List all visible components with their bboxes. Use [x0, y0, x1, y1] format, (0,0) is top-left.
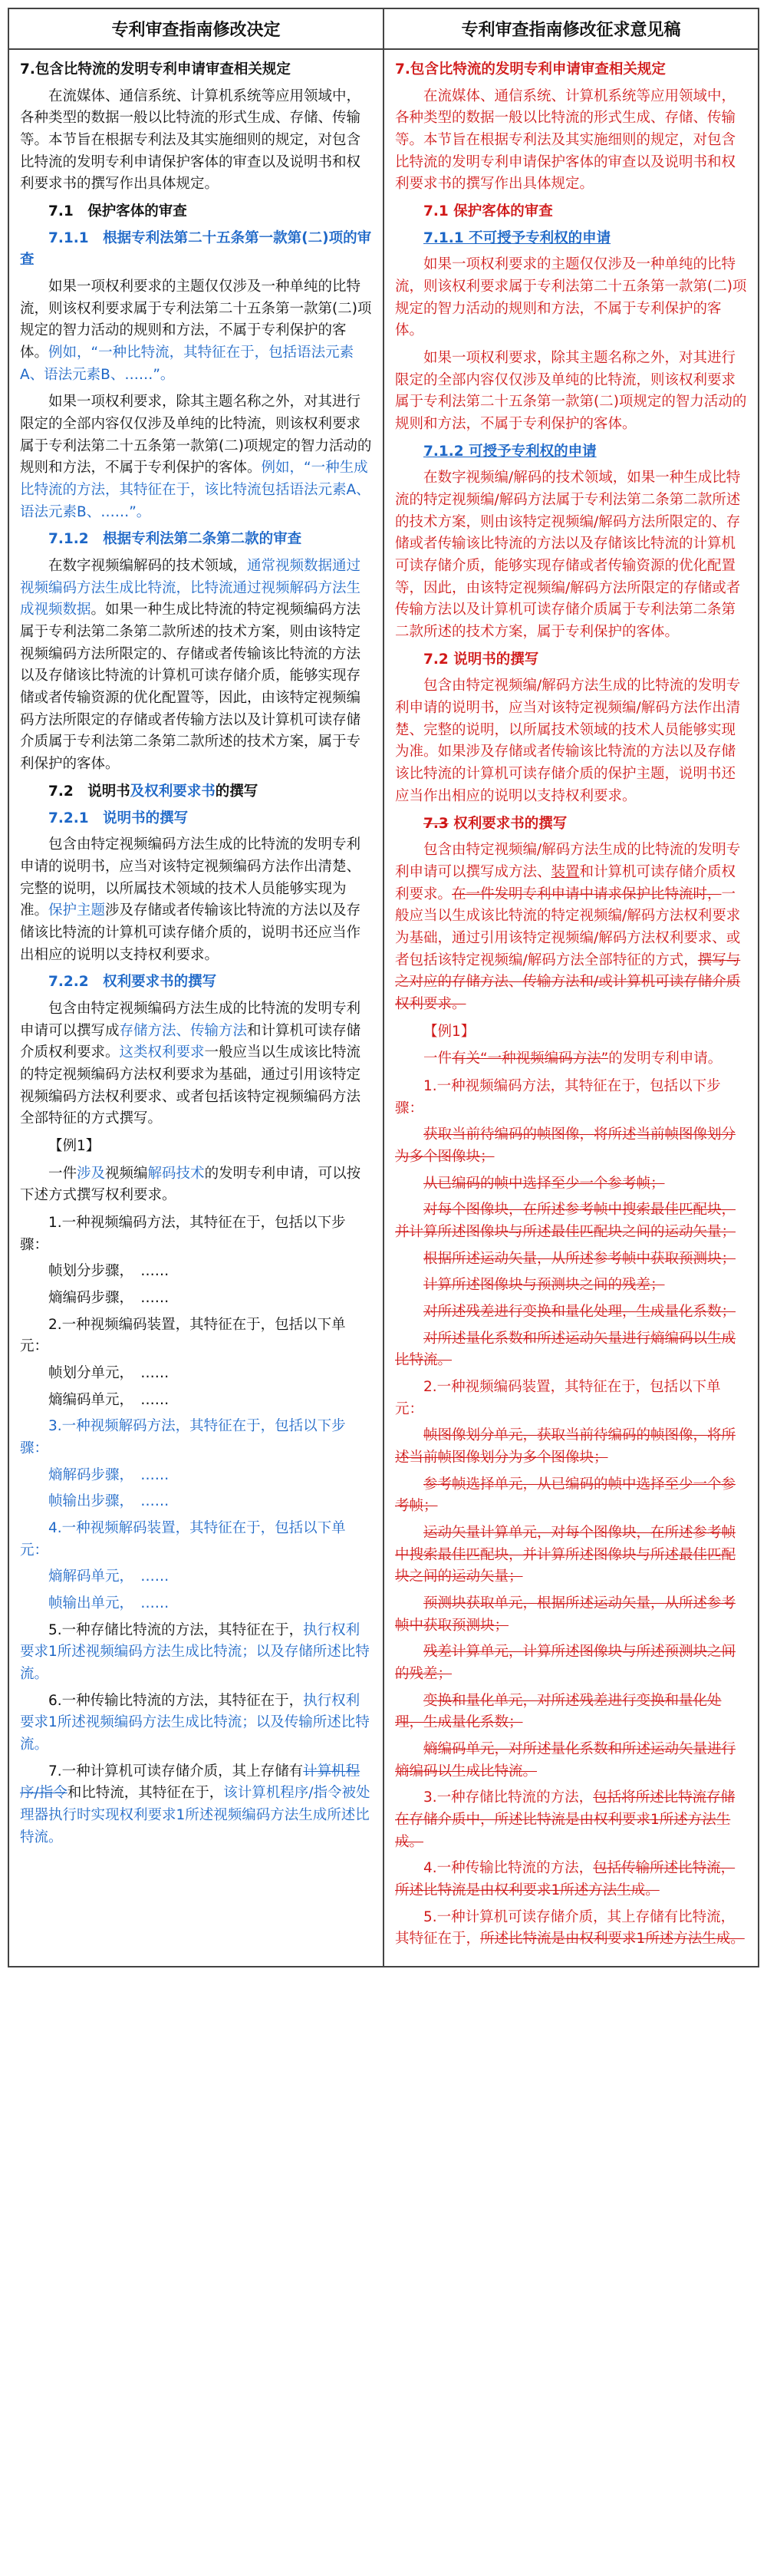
claim-2-unit: 帧划分单元， …… — [48, 1364, 170, 1381]
claim-2-units — [395, 1425, 747, 1783]
claim-1-step: 帧划分步骤， …… — [48, 1263, 170, 1280]
paragraph-text: 包含由特定视频编码方法生成的比特流的发明专利申请的说明书，应当对该特定视频编码方法作出清楚、完整的说明，以所属技术领域的技术人员能够实现为准。 — [20, 836, 361, 919]
header-right: 专利审查指南修改征求意见稿 — [461, 21, 681, 40]
claim-3-step: 帧输出步骤， …… — [48, 1493, 170, 1510]
left-column — [9, 50, 384, 1966]
heading-part: 的撰写 — [215, 783, 258, 800]
heading-part: 7.2 说明书 — [48, 783, 130, 800]
example-label: 【例1】 — [48, 1137, 100, 1154]
claim-2: 2.一种视频编码装置，其特征在于，包括以下单元： — [395, 1378, 721, 1417]
heading-text: 7.1.1 不可授予专利权的申请 — [423, 229, 611, 246]
heading-7-1-1 — [20, 228, 372, 272]
paragraph-text: 涉及存储或者传输该比特流的方法以及存储该比特流的计算机可读存储介质的，说明书还应当作出相应的说明以支持权利要求。 — [20, 902, 361, 963]
text: 的发明专利申请。 — [608, 1051, 723, 1067]
claim-1-step: 从已编码的帧中选择至少一个参考帧； — [423, 1175, 665, 1192]
text: 和比特流，其特征在于， — [67, 1785, 224, 1802]
intro-paragraph: 在流媒体、通信系统、计算机系统等应用领域中，各种类型的数据一般以比特流的形式生成、存储、传输等。本节旨在根据专利法及其实施细则的规定，对包含比特流的发明专利申请保护客体的审查以及说明书和权利要求书的撰写作出具体规定。 — [395, 87, 736, 193]
text: 一般应当以生成该比特流的特定视频编/解码方法权利要求为基础，通过引用该特定视频编/解码方法权利要求、或者包括该特定视频编/解码方法全部特征的方式 — [395, 886, 741, 968]
text: 包含由特定视频编/解码方法生成的比特流的发明专利申请可以撰写成方法、 — [395, 842, 741, 880]
heading-7-3 — [395, 813, 747, 836]
heading-7-2-2 — [20, 971, 372, 994]
comparison-table — [8, 8, 759, 1967]
heading-text: 7.1.2 可授予专利权的申请 — [423, 443, 597, 460]
paragraph-7-1-2 — [20, 556, 372, 776]
deleted-text: 所述比特流是由权利要求1所述方法生成。 — [480, 1931, 745, 1948]
example-intro — [20, 1163, 372, 1207]
deleted-text: 包括传输所述比特流，所述比特流是由权利要求1所述方法生成。 — [395, 1860, 736, 1899]
claim-4: 4.一种视频解码装置，其特征在于，包括以下单元： — [20, 1519, 346, 1558]
paragraph-7-2-2 — [20, 998, 372, 1130]
section-title: 7.包含比特流的发明专利申请审查相关规定 — [395, 61, 666, 78]
claim-4 — [395, 1858, 747, 1901]
paragraph-text: 如果一项权利要求的主题仅仅涉及一种单纯的比特流，则该权利要求属于专利法第二十五条第一款第(二)项规定的智力活动的规则和方法，不属于专利保护的客体。 — [20, 279, 372, 361]
heading-7-1-2 — [395, 441, 747, 463]
added-text: 及权利要求书 — [130, 783, 216, 800]
claim-2-unit: 参考帧选择单元，从已编码的帧中选择至少一个参考帧； — [395, 1476, 736, 1515]
added-text: 执行权利要求1所述视频编码方法生成比特流；以及传输所述比特流。 — [20, 1692, 370, 1753]
claim-1-step: 熵编码步骤， …… — [48, 1289, 170, 1306]
added-text: 解码技术 — [147, 1165, 205, 1182]
text: 视频编 — [105, 1165, 148, 1182]
text: 一件 — [48, 1165, 77, 1182]
claim-1: 1.一种视频编码方法，其特征在于，包括以下步骤： — [395, 1077, 721, 1116]
added-text: 该计算机程序/指令被处理器执行时实现权利要求1所述视频编码方法生成所述比特流。 — [20, 1785, 370, 1845]
heading-7-1-1-text: 7.1.1 根据专利法第二十五条第一款第(二)项的审查 — [20, 229, 372, 269]
heading-7-1: 7.1 保护客体的审查 — [48, 203, 187, 220]
paragraph-7-1-1-b — [20, 391, 372, 523]
claim-4-unit: 熵解码单元， …… — [48, 1568, 170, 1585]
heading-7-2-1 — [20, 808, 372, 830]
claim-4-unit: 帧输出单元， …… — [48, 1595, 170, 1611]
deleted-text: 包括将所述比特流存储在存储介质中，所述比特流是由权利要求1所述方法生成。 — [395, 1789, 736, 1850]
claim-1-steps — [395, 1124, 747, 1372]
paragraph-text: 包含由特定视频编码方法生成的比特流的发明专利申请可以撰写成 — [20, 1000, 361, 1039]
text: 5.一种存储比特流的方法，其特征在于， — [48, 1621, 304, 1638]
text: 的发明专利申请，可以按下述方式撰写权利要求。 — [20, 1165, 361, 1204]
heading-7-2: 7.2 说明书的撰写 — [423, 651, 539, 668]
deleted-text: 计算机程序/指令 — [20, 1763, 360, 1802]
text: 和计算机可读存储介质权利要求。 — [395, 863, 736, 902]
text: 4.一种传输比特流的方法， — [423, 1860, 594, 1877]
intro-paragraph: 在流媒体、通信系统、计算机系统等应用领域中，各种类型的数据一般以比特流的形式生成、存储、传输等。本节旨在根据专利法及其实施细则的规定，对包含比特流的发明专利申请保护客体的审查以及说明书和权利要求书的撰写作出具体规定。 — [20, 87, 361, 193]
added-text: 执行权利要求1所述视频编码方法生成比特流；以及存储所述比特流。 — [20, 1621, 370, 1683]
added-text: 保护主题 — [48, 902, 106, 919]
claim-2-unit: 变换和量化单元，对所述残差进行变换和量化处理，生成量化系数； — [395, 1692, 722, 1731]
claim-1-step: 根据所述运动矢量，从所述参考帧中获取预测块； — [423, 1250, 736, 1267]
section-title: 7.包含比特流的发明专利申请审查相关规定 — [20, 61, 291, 78]
claim-3: 3.一种视频解码方法，其特征在于，包括以下步骤： — [20, 1418, 346, 1456]
text: 一件 — [423, 1051, 453, 1067]
paragraph-text: 和计算机可读存储介质权利要求。 — [20, 1022, 361, 1061]
claim-2-unit: 帧图像划分单元，获取当前待编码的帧图像，将所述当前帧图像划分为多个图像块； — [395, 1427, 736, 1466]
claim-2-unit: 熵编码单元， …… — [48, 1391, 170, 1408]
claim-1-step: 对每个图像块，在所述参考帧中搜索最佳匹配块，并计算所述图像块与所述最佳匹配块之间的运动矢量； — [395, 1202, 736, 1240]
added-text: 存储方法、传输方法 — [119, 1022, 248, 1039]
paragraph-7-1-1-b: 如果一项权利要求，除其主题名称之外，对其进行限定的全部内容仅仅涉及单纯的比特流，则该权利要求属于专利法第二十五条第一款第(二)项规定的智力活动的规则和方法，不属于专利保护的客体。 — [395, 350, 747, 433]
paragraph-7-3 — [395, 839, 747, 1015]
right-column — [384, 50, 758, 1966]
claim-2: 2.一种视频编码装置，其特征在于，包括以下单元： — [20, 1316, 346, 1355]
paragraph-text: 一般应当以生成该比特流的特定视频编码方法权利要求为基础，通过引用该特定视频编码方法权利要求、或者包括该特定视频编码方法全部特征的方式撰写。 — [20, 1044, 361, 1127]
deleted-text: 7.3 — [423, 815, 449, 832]
heading-7-1: 7.1 保护客体的审查 — [423, 203, 553, 220]
text: 6.一种传输比特流的方法，其特征在于， — [48, 1692, 304, 1709]
claim-5 — [395, 1907, 747, 1951]
paragraph-7-1-1-a: 如果一项权利要求的主题仅仅涉及一种单纯的比特流，则该权利要求属于专利法第二十五条第一款第(二)项规定的智力活动的规则和方法，不属于专利保护的客体。 — [395, 256, 747, 339]
claim-1-step: 对所述残差进行变换和量化处理，生成量化系数； — [423, 1303, 736, 1320]
table-header — [9, 9, 758, 50]
example-label: 【例1】 — [423, 1023, 476, 1040]
heading-7-2-1-text: 7.2.1 说明书的撰写 — [48, 810, 189, 826]
text: 5.一种计算机可读存储介质，其上存储有比特流，其特征在于， — [395, 1908, 736, 1948]
heading-7-2-2-text: 7.2.2 权利要求书的撰写 — [48, 974, 217, 991]
heading-7-2 — [20, 781, 372, 803]
heading-7-1-2 — [20, 529, 372, 551]
paragraph-7-1-1-a — [20, 276, 372, 386]
deleted-text: 有关“一种视频编码方法” — [452, 1051, 609, 1067]
added-text: 这类权利要求 — [119, 1044, 205, 1061]
claim-3-step: 熵解码步骤， …… — [48, 1466, 170, 1483]
claim-1-step: 获取当前待编码的帧图像，将所述当前帧图像划分为多个图像块； — [395, 1126, 736, 1165]
example-text: 例如，“一种比特流，其特征在于，包括语法元素A、语法元素B、……”。 — [20, 345, 354, 383]
example-text: 例如，“一种生成比特流的方法，其特征在于，该比特流包括语法元素A、语法元素B、……”。 — [20, 460, 370, 520]
paragraph-text: 。如果一种生成比特流的特定视频编码方法属于专利法第二条第二款所述的技术方案，则由该特定视频编码方法所限定的、存储或者传输该比特流的方法以及存储该比特流的计算机可读存储介质，能够实现存储或者传输资源的优化配置等，因此，由该特定视频编码方法所限定的存储或者传输方法以及计算机可读存储介质属于专利法第二条第二款所述的技术方案，属于专利保护的客体。 — [20, 602, 361, 773]
claim-6 — [20, 1690, 372, 1756]
claim-2-unit: 运动矢量计算单元，对每个图像块，在所述参考帧中搜索最佳匹配块，并计算所述图像块与所述最佳匹配块之间的运动矢量； — [395, 1524, 736, 1585]
paragraph-text: 如果一项权利要求，除其主题名称之外，对其进行限定的全部内容仅仅涉及单纯的比特流，则该权利要求属于专利法第二十五条第一款第(二)项规定的智力活动的规则和方法，不属于专利保护的客体。 — [20, 394, 372, 477]
paragraph-7-2-1 — [20, 834, 372, 966]
deleted-text: 撰写与之对应的存储方法、传输方法和/或计算机可读存储介质权利要求。 — [395, 952, 741, 1012]
claim-2-unit: 预测块获取单元，根据所述运动矢量，从所述参考帧中获取预测块； — [395, 1595, 736, 1634]
text: ， — [683, 952, 698, 968]
claim-2-unit: 残差计算单元，计算所述图像块与所述预测块之间的残差； — [395, 1644, 736, 1683]
claim-1-step: 对所述量化系数和所述运动矢量进行熵编码以生成比特流。 — [395, 1330, 736, 1369]
heading-7-1-1 — [395, 228, 747, 250]
text: 3.一种存储比特流的方法， — [423, 1789, 594, 1806]
paragraph-text: 在数字视频编解码的技术领域， — [48, 558, 248, 575]
header-left: 专利审查指南修改决定 — [9, 9, 384, 48]
claim-1: 1.一种视频编码方法，其特征在于，包括以下步骤： — [20, 1214, 346, 1253]
added-text: 涉及 — [77, 1165, 106, 1182]
claim-2-unit: 熵编码单元，对所述量化系数和所述运动矢量进行熵编码以生成比特流。 — [395, 1741, 736, 1779]
heading-7-1-2-text: 7.1.2 根据专利法第二条第二款的审查 — [48, 531, 302, 548]
claim-7 — [20, 1761, 372, 1849]
paragraph-7-1-2: 在数字视频编/解码的技术领域，如果一种生成比特流的特定视频编/解码方法属于专利法第二条第二款所述的技术方案，则由该特定视频编/解码方法所限定的、存储或者传输该比特流的方法以及存储该比特流的计算机可读存储介质，能够实现存储或者传输资源的优化配置等，因此，由该特定视频编/解码方法所限定的存储或者传输方法以及计算机可读存储介质属于专利法第二条第二款所述的技术方案，属于专利保护的客体。 — [395, 470, 741, 641]
text: 7.一种计算机可读存储介质，其上存储有 — [48, 1763, 304, 1779]
claim-3 — [395, 1787, 747, 1853]
deleted-text: 在一件发明专利申请中请求保护比特流时， — [452, 886, 722, 902]
claim-5 — [20, 1620, 372, 1686]
changed-text: 装置 — [551, 863, 580, 880]
example-intro — [395, 1048, 747, 1070]
added-text: 通常视频数据通过视频编码方法生成比特流，比特流通过视频解码方法生成视频数据 — [20, 558, 361, 618]
paragraph-7-2: 包含由特定视频编/解码方法生成的比特流的发明专利申请的说明书，应当对该特定视频编/解码方法作出清楚、完整的说明，以所属技术领域的技术人员能够实现为准。如果涉及存储或者传输该比特流的方法以及存储该比特流的计算机可读存储介质的保护主题，说明书还应当作出相应的说明以支持权利要求。 — [395, 678, 741, 804]
claim-1-step: 计算所述图像块与预测块之间的残差； — [423, 1277, 665, 1294]
heading-text: 权利要求书的撰写 — [448, 815, 568, 832]
